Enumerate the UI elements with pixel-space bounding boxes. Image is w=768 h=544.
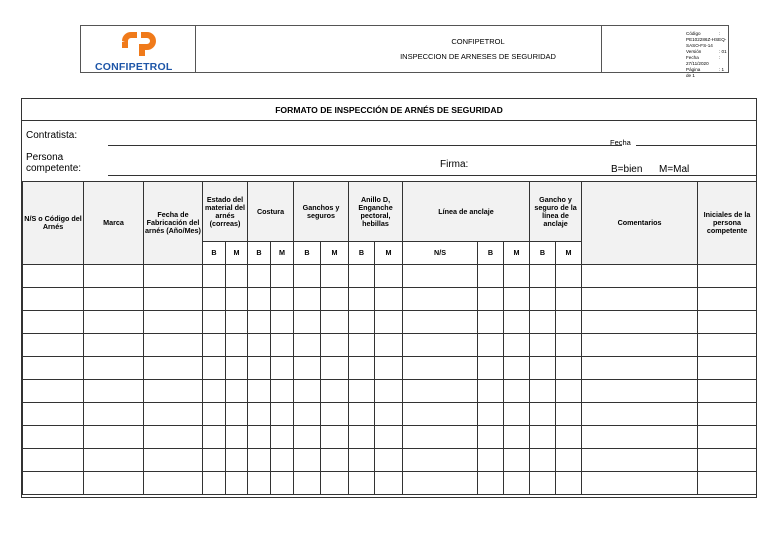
col-linea-anclaje: Línea de anclaje <box>403 182 530 242</box>
sub-b: B <box>294 242 321 265</box>
table-cell[interactable] <box>248 449 271 472</box>
table-cell[interactable] <box>582 357 698 380</box>
table-cell[interactable] <box>403 357 478 380</box>
sub-m: M <box>321 242 349 265</box>
table-cell[interactable] <box>248 334 271 357</box>
table-cell[interactable] <box>248 265 271 288</box>
table-cell[interactable] <box>403 288 478 311</box>
table-cell[interactable] <box>294 426 321 449</box>
table-cell[interactable] <box>478 426 504 449</box>
table-cell[interactable] <box>248 288 271 311</box>
table-cell[interactable] <box>271 426 294 449</box>
meta-row: Página : 1 de 1 <box>686 67 725 78</box>
table-cell[interactable] <box>321 311 349 334</box>
table-cell[interactable] <box>294 449 321 472</box>
table-cell[interactable] <box>403 265 478 288</box>
document-meta <box>686 31 728 79</box>
table-cell[interactable] <box>349 311 375 334</box>
sub-b: B <box>203 242 226 265</box>
sub-b: B <box>478 242 504 265</box>
contratista-field[interactable] <box>108 145 622 146</box>
table-cell[interactable] <box>271 265 294 288</box>
table-cell[interactable] <box>203 334 226 357</box>
table-cell[interactable] <box>349 426 375 449</box>
table-cell[interactable] <box>271 288 294 311</box>
table-cell[interactable] <box>403 311 478 334</box>
legend-bien: B=bien <box>611 164 643 175</box>
table-cell[interactable] <box>144 449 203 472</box>
table-cell[interactable] <box>556 334 582 357</box>
sub-b: B <box>248 242 271 265</box>
table-cell[interactable] <box>271 334 294 357</box>
table-cell[interactable] <box>698 357 757 380</box>
table-cell[interactable] <box>226 357 248 380</box>
table-cell[interactable] <box>294 472 321 495</box>
firma-label: Firma: <box>440 159 469 170</box>
sub-m: M <box>375 242 403 265</box>
table-cell[interactable] <box>556 472 582 495</box>
table-cell[interactable] <box>698 311 757 334</box>
header-divider <box>195 26 196 72</box>
table-cell[interactable] <box>84 380 144 403</box>
sub-m: M <box>226 242 248 265</box>
table-cell[interactable] <box>349 472 375 495</box>
table-cell[interactable] <box>84 403 144 426</box>
table-cell[interactable] <box>530 334 556 357</box>
table-cell[interactable] <box>321 472 349 495</box>
table-cell[interactable] <box>698 288 757 311</box>
table-cell[interactable] <box>698 403 757 426</box>
table-cell[interactable] <box>556 265 582 288</box>
table-cell[interactable] <box>294 357 321 380</box>
table-cell[interactable] <box>144 403 203 426</box>
header-divider <box>601 26 602 72</box>
table-cell[interactable] <box>504 357 530 380</box>
contratista-label: Contratista: <box>26 130 78 141</box>
table-cell[interactable] <box>271 403 294 426</box>
table-row <box>23 265 757 288</box>
table-cell[interactable] <box>294 403 321 426</box>
table-cell[interactable] <box>403 449 478 472</box>
table-cell[interactable] <box>556 380 582 403</box>
table-cell[interactable] <box>226 449 248 472</box>
table-cell[interactable] <box>271 357 294 380</box>
table-cell[interactable] <box>144 380 203 403</box>
table-cell[interactable] <box>321 380 349 403</box>
table-cell[interactable] <box>203 380 226 403</box>
table-cell[interactable] <box>144 334 203 357</box>
table-cell[interactable] <box>504 403 530 426</box>
table-cell[interactable] <box>226 380 248 403</box>
table-cell[interactable] <box>248 380 271 403</box>
table-cell[interactable] <box>226 403 248 426</box>
table-cell[interactable] <box>582 403 698 426</box>
table-cell[interactable] <box>321 334 349 357</box>
col-ganchos: Ganchos y seguros <box>294 182 349 242</box>
table-cell[interactable] <box>478 311 504 334</box>
table-row <box>23 380 757 403</box>
inspection-table <box>22 181 757 495</box>
table-cell[interactable] <box>248 403 271 426</box>
table-cell[interactable] <box>698 380 757 403</box>
table-cell[interactable] <box>294 380 321 403</box>
table-cell[interactable] <box>144 357 203 380</box>
table-cell[interactable] <box>84 357 144 380</box>
col-costura: Costura <box>248 182 294 242</box>
table-cell[interactable] <box>478 403 504 426</box>
col-iniciales: Iniciales de la persona competente <box>698 182 757 265</box>
table-cell[interactable] <box>23 311 84 334</box>
table-cell[interactable] <box>84 265 144 288</box>
logo-text: CONFIPETROL <box>95 61 173 73</box>
table-cell[interactable] <box>582 334 698 357</box>
table-cell[interactable] <box>203 472 226 495</box>
table-cell[interactable] <box>349 334 375 357</box>
col-comentarios: Comentarios <box>582 182 698 265</box>
confipetrol-logo-icon <box>119 29 159 59</box>
table-cell[interactable] <box>23 472 84 495</box>
table-cell[interactable] <box>375 472 403 495</box>
fecha-label: Fecha <box>610 138 631 147</box>
table-cell[interactable] <box>84 334 144 357</box>
table-cell[interactable] <box>294 265 321 288</box>
sub-m: M <box>504 242 530 265</box>
company-name: CONFIPETROL <box>451 37 505 46</box>
table-cell[interactable] <box>349 449 375 472</box>
table-cell[interactable] <box>504 288 530 311</box>
sub-m: M <box>271 242 294 265</box>
table-cell[interactable] <box>530 357 556 380</box>
table-cell[interactable] <box>203 357 226 380</box>
table-cell[interactable] <box>294 311 321 334</box>
table-cell[interactable] <box>530 311 556 334</box>
table-cell[interactable] <box>478 472 504 495</box>
table-cell[interactable] <box>375 449 403 472</box>
table-cell[interactable] <box>375 357 403 380</box>
table-cell[interactable] <box>144 288 203 311</box>
table-cell[interactable] <box>403 334 478 357</box>
table-cell[interactable] <box>321 403 349 426</box>
competente-label: competente: <box>26 163 82 174</box>
table-cell[interactable] <box>349 403 375 426</box>
col-anillo: Anillo D, Enganche pectoral, hebillas <box>349 182 403 242</box>
table-cell[interactable] <box>144 311 203 334</box>
table-cell[interactable] <box>582 472 698 495</box>
table-cell[interactable] <box>478 449 504 472</box>
fecha-field[interactable] <box>636 145 756 146</box>
table-cell[interactable] <box>582 449 698 472</box>
table-cell[interactable] <box>226 288 248 311</box>
table-cell[interactable] <box>23 449 84 472</box>
table-cell[interactable] <box>504 334 530 357</box>
persona-competente-field[interactable] <box>108 175 756 176</box>
table-cell[interactable] <box>403 426 478 449</box>
table-cell[interactable] <box>144 265 203 288</box>
table-row <box>23 288 757 311</box>
table-cell[interactable] <box>321 288 349 311</box>
table-cell[interactable] <box>226 265 248 288</box>
table-cell[interactable] <box>84 449 144 472</box>
persona-label: Persona <box>26 152 64 163</box>
meta-row: Fecha : 27/11/2020 <box>686 55 721 66</box>
table-cell[interactable] <box>349 288 375 311</box>
table-cell[interactable] <box>375 380 403 403</box>
meta-row: Versión : 01 <box>686 49 727 54</box>
table-cell[interactable] <box>530 265 556 288</box>
table-cell[interactable] <box>248 311 271 334</box>
table-cell[interactable] <box>144 426 203 449</box>
table-cell[interactable] <box>478 357 504 380</box>
table-cell[interactable] <box>226 426 248 449</box>
legend-mal: M=Mal <box>659 164 690 175</box>
table-cell[interactable] <box>375 288 403 311</box>
table-cell[interactable] <box>321 449 349 472</box>
table-row <box>23 472 757 495</box>
table-cell[interactable] <box>375 311 403 334</box>
table-row <box>23 311 757 334</box>
table-cell[interactable] <box>203 426 226 449</box>
table-cell[interactable] <box>556 403 582 426</box>
table-cell[interactable] <box>203 311 226 334</box>
table-cell[interactable] <box>478 334 504 357</box>
table-cell[interactable] <box>530 403 556 426</box>
table-cell[interactable] <box>248 426 271 449</box>
table-cell[interactable] <box>23 265 84 288</box>
table-cell[interactable] <box>478 265 504 288</box>
table-cell[interactable] <box>530 472 556 495</box>
table-cell[interactable] <box>375 426 403 449</box>
table-cell[interactable] <box>582 311 698 334</box>
table-row <box>23 403 757 426</box>
table-cell[interactable] <box>582 426 698 449</box>
table-cell[interactable] <box>271 380 294 403</box>
table-cell[interactable] <box>203 403 226 426</box>
table-cell[interactable] <box>582 265 698 288</box>
table-cell[interactable] <box>84 311 144 334</box>
table-cell[interactable] <box>23 426 84 449</box>
table-cell[interactable] <box>504 380 530 403</box>
table-cell[interactable] <box>203 288 226 311</box>
col-marca: Marca <box>84 182 144 265</box>
table-cell[interactable] <box>349 265 375 288</box>
col-ns-codigo: N/S o Código del Arnés <box>23 182 84 265</box>
table-cell[interactable] <box>504 472 530 495</box>
col-fecha-fabricacion: Fecha de Fabricación del arnés (Año/Mes) <box>144 182 203 265</box>
table-cell[interactable] <box>556 357 582 380</box>
table-cell[interactable] <box>321 265 349 288</box>
table-cell[interactable] <box>349 380 375 403</box>
table-cell[interactable] <box>403 380 478 403</box>
meta-row: Código : PE102286Z-HSEQ-SASO-FS-14 <box>686 31 727 48</box>
document-title: INSPECCION DE ARNESES DE SEGURIDAD <box>400 52 556 61</box>
inspection-form <box>21 98 757 498</box>
table-cell[interactable] <box>375 265 403 288</box>
form-title: FORMATO DE INSPECCIÓN DE ARNÉS DE SEGURIDAD <box>22 99 756 121</box>
table-cell[interactable] <box>530 426 556 449</box>
table-cell[interactable] <box>504 311 530 334</box>
table-cell[interactable] <box>403 472 478 495</box>
table-row <box>23 334 757 357</box>
sub-ns: N/S <box>403 242 478 265</box>
table-cell[interactable] <box>271 472 294 495</box>
table-cell[interactable] <box>84 472 144 495</box>
table-cell[interactable] <box>478 380 504 403</box>
table-cell[interactable] <box>375 334 403 357</box>
table-cell[interactable] <box>530 288 556 311</box>
document-header <box>80 25 729 78</box>
table-cell[interactable] <box>23 357 84 380</box>
table-row <box>23 449 757 472</box>
table-cell[interactable] <box>504 449 530 472</box>
table-cell[interactable] <box>530 380 556 403</box>
table-cell[interactable] <box>698 472 757 495</box>
col-estado-material: Estado del material del arnés (correas) <box>203 182 248 242</box>
table-cell[interactable] <box>294 288 321 311</box>
table-cell[interactable] <box>349 357 375 380</box>
table-body <box>23 265 757 495</box>
table-cell[interactable] <box>23 403 84 426</box>
table-cell[interactable] <box>203 265 226 288</box>
table-cell[interactable] <box>556 288 582 311</box>
table-cell[interactable] <box>698 265 757 288</box>
table-cell[interactable] <box>321 357 349 380</box>
col-gancho-linea: Gancho y seguro de la línea de anclaje <box>530 182 582 242</box>
table-cell[interactable] <box>226 334 248 357</box>
table-cell[interactable] <box>248 357 271 380</box>
table-cell[interactable] <box>582 380 698 403</box>
table-cell[interactable] <box>504 265 530 288</box>
sub-m: M <box>556 242 582 265</box>
table-cell[interactable] <box>698 426 757 449</box>
table-cell[interactable] <box>84 426 144 449</box>
table-cell[interactable] <box>248 472 271 495</box>
table-cell[interactable] <box>504 426 530 449</box>
table-cell[interactable] <box>226 472 248 495</box>
table-cell[interactable] <box>226 311 248 334</box>
table-cell[interactable] <box>375 403 403 426</box>
table-cell[interactable] <box>294 334 321 357</box>
table-cell[interactable] <box>23 288 84 311</box>
sub-b: B <box>530 242 556 265</box>
table-cell[interactable] <box>556 449 582 472</box>
table-cell[interactable] <box>698 334 757 357</box>
table-cell[interactable] <box>203 449 226 472</box>
table-cell[interactable] <box>23 380 84 403</box>
table-cell[interactable] <box>84 288 144 311</box>
table-cell[interactable] <box>271 311 294 334</box>
table-cell[interactable] <box>530 449 556 472</box>
table-cell[interactable] <box>321 426 349 449</box>
table-cell[interactable] <box>556 426 582 449</box>
table-cell[interactable] <box>23 334 84 357</box>
table-cell[interactable] <box>144 472 203 495</box>
table-cell[interactable] <box>403 403 478 426</box>
sub-b: B <box>349 242 375 265</box>
table-cell[interactable] <box>582 288 698 311</box>
table-row <box>23 357 757 380</box>
table-cell[interactable] <box>556 311 582 334</box>
table-cell[interactable] <box>478 288 504 311</box>
table-row <box>23 426 757 449</box>
table-cell[interactable] <box>271 449 294 472</box>
table-cell[interactable] <box>698 449 757 472</box>
